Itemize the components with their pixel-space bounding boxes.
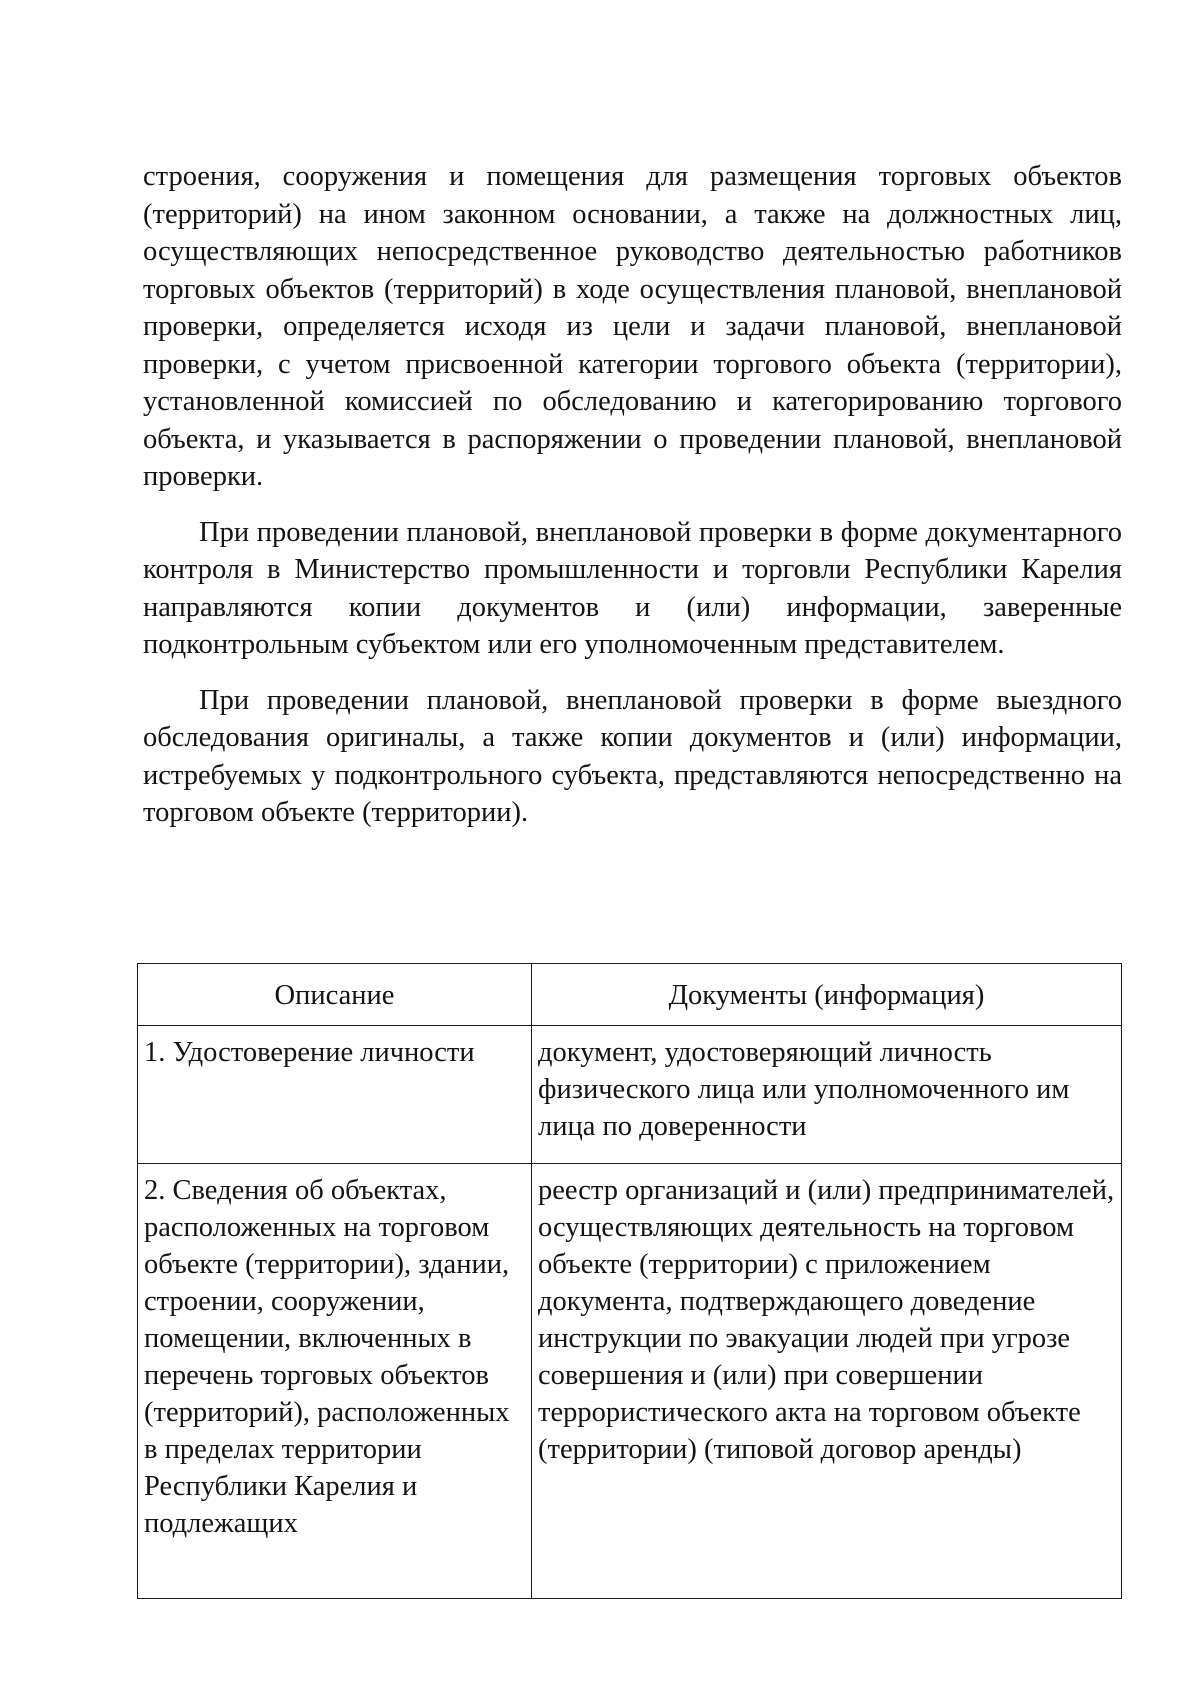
- table-row: [138, 1164, 1122, 1599]
- table-cell-documents: реестр организаций и (или) предпринимателей, осуществляющих деятельность на торговом объекте (территории) с приложением документа, подтверждающего доведение инструкции по эвакуации людей при угрозе совершения и (или) при совершении террористического акта на торговом объекте (территории) (типовой договор аренды): [532, 1164, 1122, 1599]
- table-cell-description: 1. Удостоверение личности: [138, 1026, 532, 1164]
- paragraph-2: При проведении плановой, внеплановой проверки в форме документарного контроля в Министерство промышленности и торговли Республики Карелия направляются копии документов и (или) информации, заверенные подконтрольным субъектом или его уполномоченным представителем.: [143, 516, 1122, 660]
- table-cell-description: 2. Сведения об объектах, расположенных на торговом объекте (территории), здании, строении, сооружении, помещении, включенных в перечень торговых объектов (территорий), расположенных в пределах территории Республики Карелия и подлежащих: [138, 1164, 532, 1599]
- column-header-description: Описание: [138, 964, 532, 1026]
- paragraph-3: При проведении плановой, внеплановой проверки в форме выездного обследования оригиналы, а также копии документов и (или) информации, истребуемых у подконтрольного субъекта, представляются непосредственно на торговом объекте (территории).: [143, 684, 1122, 828]
- column-header-documents: Документы (информация): [532, 964, 1122, 1026]
- table-cell-documents: документ, удостоверяющий личность физического лица или уполномоченного им лица по доверенности: [532, 1026, 1122, 1164]
- document-body: [143, 158, 1122, 832]
- documents-table: [137, 963, 1122, 1599]
- table-header-row: [138, 964, 1122, 1026]
- table-row: [138, 1026, 1122, 1164]
- paragraph-1: строения, сооружения и помещения для размещения торговых объектов (территорий) на ином законном основании, а также на должностных лиц, осуществляющих непосредственное руководство деятельностью работников торговых объектов (территорий) в ходе осуществления плановой, внеплановой проверки, определяется исходя из цели и задачи плановой, внеплановой проверки, с учетом присвоенной категории торгового объекта (территории), установленной комиссией по обследованию и категорированию торгового объекта, и указывается в распоряжении о проведении плановой, внеплановой проверки.: [143, 161, 1122, 492]
